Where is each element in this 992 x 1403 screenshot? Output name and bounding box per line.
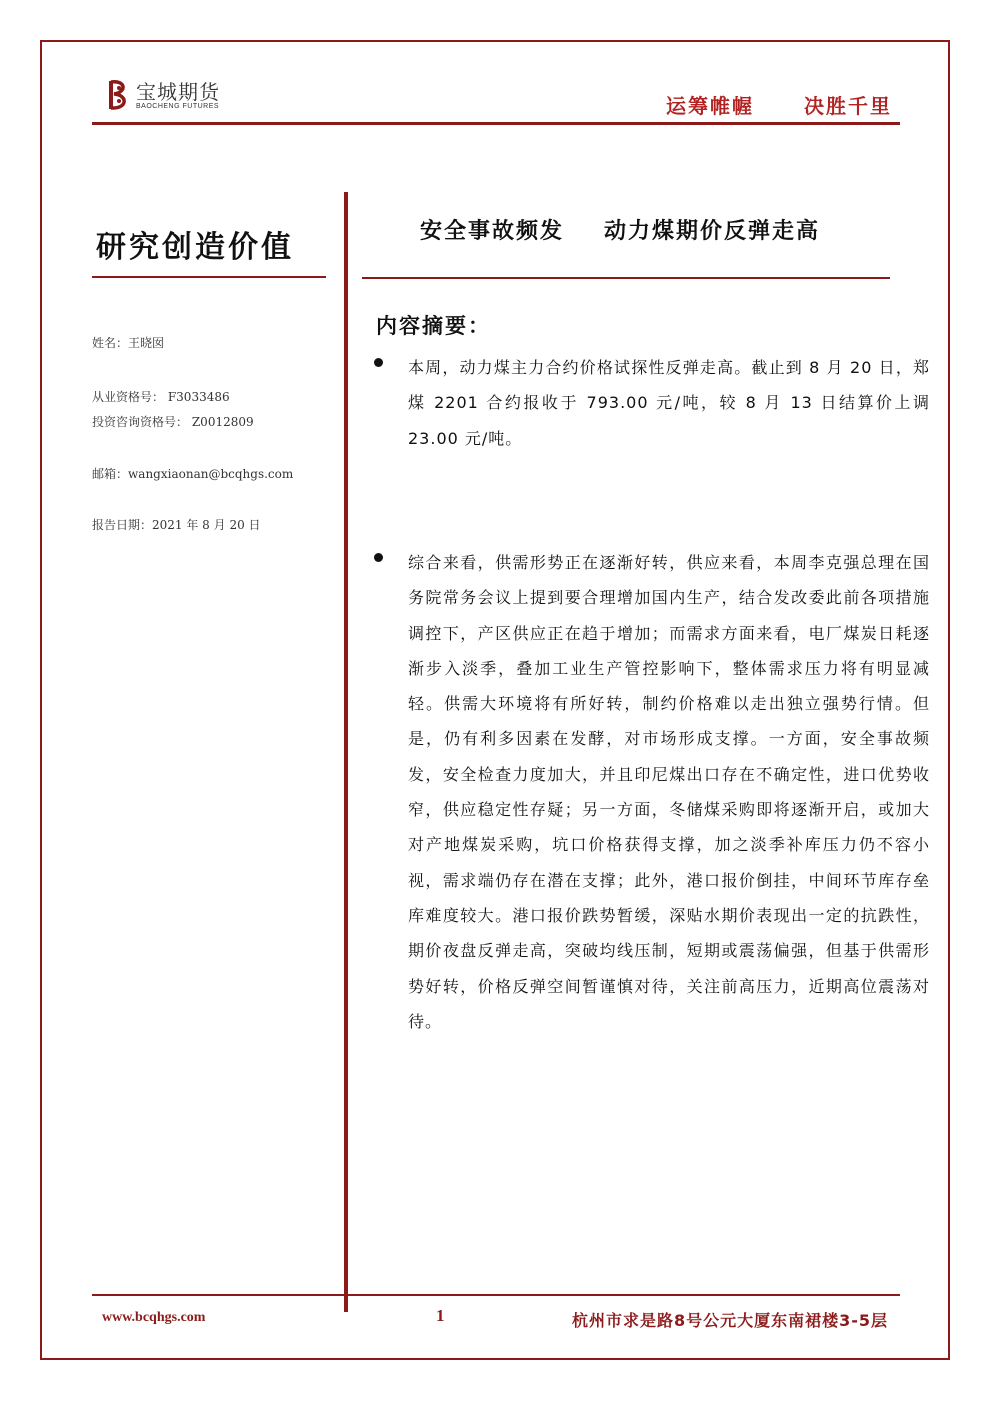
slogan-left: 运筹帷幄 — [666, 94, 754, 118]
abstract-bullet — [374, 545, 930, 1039]
email-label: 邮箱： — [92, 467, 129, 481]
footer-website[interactable]: www.bcqhgs.com — [102, 1310, 206, 1325]
abstract-heading: 内容摘要： — [376, 314, 491, 338]
author-name: 王晓囡 — [128, 336, 165, 350]
abstract-bullet — [374, 350, 930, 456]
sidebar-title-underline — [92, 276, 326, 278]
advisory-label: 投资咨询资格号： — [92, 415, 189, 429]
report-title-part2: 动力煤期价反弹走高 — [604, 219, 821, 244]
report-title-underline — [362, 277, 890, 279]
footer-address: 杭州市求是路8号公元大厦东南裙楼3-5层 — [571, 1311, 888, 1330]
footer-divider — [92, 1294, 900, 1296]
header-divider — [92, 122, 900, 125]
column-divider — [344, 192, 348, 1312]
report-date: 2021 年 8 月 20 日 — [152, 518, 261, 532]
email-address: wangxiaonan@bcqhgs.com — [128, 467, 294, 481]
bullet-dot-icon — [374, 358, 383, 367]
logo-mark-icon — [106, 78, 130, 112]
bullet-text: 本周，动力煤主力合约价格试探性反弹走高。截止到 8 月 20 日，郑煤 2201 合约报收于 793.00 元/吨，较 8 月 13 日结算价上调 23.00 元/吨。 — [408, 358, 930, 448]
author-line — [92, 334, 164, 351]
logo-name-en: BAOCHENG FUTURES — [136, 102, 220, 110]
report-title — [420, 214, 820, 245]
license-number: F3033486 — [167, 390, 230, 404]
license-label: 从业资格号： — [92, 390, 165, 404]
license-line — [92, 388, 230, 405]
email-line — [92, 465, 293, 482]
slogan — [666, 90, 892, 119]
author-label: 姓名： — [92, 336, 129, 350]
advisory-number: Z0012809 — [191, 415, 254, 429]
date-label: 报告日期： — [92, 518, 153, 532]
page-number: 1 — [436, 1306, 445, 1325]
logo-name-cn: 宝城期货 — [136, 79, 220, 104]
slogan-right: 决胜千里 — [804, 94, 892, 118]
date-line — [92, 516, 261, 533]
bullet-text: 综合来看，供需形势正在逐渐好转，供应来看，本周李克强总理在国务院常务会议上提到要合理增加国内生产，结合发改委此前各项措施调控下，产区供应正在趋于增加；而需求方面来看，电厂煤炭日耗逐渐步入淡季，叠加工业生产管控影响下，整体需求压力将有明显减轻。供需大环境将有所好转，制约价格难以走出独立强势行情。但是，仍有利多因素在发酵，对市场形成支撑。一方面，安全事故频发，安全检查力度加大，并且印尼煤出口存在不确定性，进口优势收窄，供应稳定性存疑；另一方面，冬储煤采购即将逐渐开启，或加大对产地煤炭采购，坑口价格获得支撑，加之淡季补库压力仍不容小视，需求端仍存在潜在支撑；此外，港口报价倒挂，中间环节库存垒库难度较大。港口报价跌势暂缓，深贴水期价表现出一定的抗跌性，期价夜盘反弹走高，突破均线压制，短期或震荡偏强，但基于供需形势好转，价格反弹空间暂谨慎对待，关注前高压力，近期高位震荡对待。 — [408, 553, 930, 1031]
bullet-dot-icon — [374, 553, 383, 562]
company-logo — [106, 78, 220, 112]
advisory-line — [92, 413, 254, 430]
sidebar-title: 研究创造价值 — [96, 230, 294, 265]
report-title-part1: 安全事故频发 — [420, 219, 565, 244]
